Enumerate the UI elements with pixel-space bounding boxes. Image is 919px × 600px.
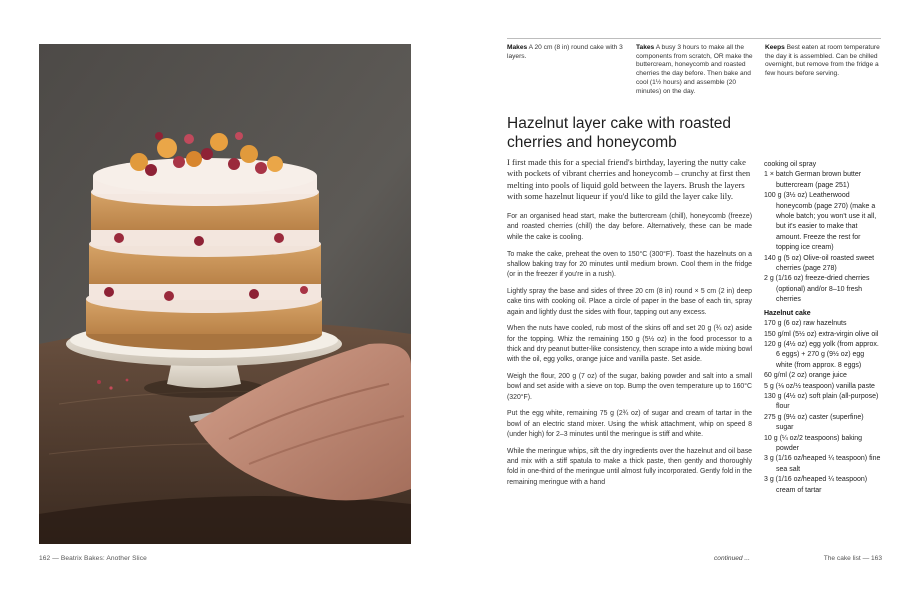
ingredient-item: 120 g (4½ oz) egg yolk (from approx. 6 eggs) + 270 g (9½ oz) egg white (from approx. 8 eggs) <box>764 340 879 369</box>
recipe-intro: I first made this for a special friend's birthday, layering the nutty cake with pockets of vibrant cherries and honeycomb – crunchy at first then melting into pools of liquid gold between the layers. Brush the layers with some hazelnut liqueur if you'd like to gild the layer cake lily. <box>507 157 751 201</box>
meta-keeps-text: Best eaten at room temperature the day it is assembled. Can be chilled overnight, but remove from the fridge a few hours before serving. <box>765 44 880 78</box>
ingredient-item: cooking oil spray <box>764 161 817 168</box>
ingredient-item: 2 g (1/16 oz) freeze-dried cherries (optional) and/or 8–10 fresh cherries <box>764 275 870 304</box>
meta-makes-label: Makes <box>507 44 528 51</box>
footer-right-page-number: The cake list — 163 <box>823 555 882 562</box>
ingredient-item: 10 g (¼ oz/2 teaspoons) baking powder <box>764 434 863 452</box>
cake-photo-illustration <box>39 44 411 544</box>
ingredient-item: 3 g (1/16 oz/heaped ¼ teaspoon) cream of tartar <box>764 476 868 494</box>
recipe-method <box>507 157 752 495</box>
ingredient-item: 275 g (9½ oz) caster (superfine) sugar <box>764 413 864 432</box>
ingredient-item: 1 × batch German brown butter buttercream (page 251) <box>764 171 862 189</box>
meta-keeps-label: Keeps <box>765 44 785 51</box>
ingredients-section-heading: Hazelnut cake <box>764 309 811 317</box>
meta-takes-text: A busy 3 hours to make all the components from scratch, OR make the buttercream, honeycomb and roasted cherries the day before. Then bake and cool (1½ hours) and assemble (20 minutes) on the day. <box>636 44 753 95</box>
method-paragraph: Lightly spray the base and sides of three 20 cm (8 in) round × 5 cm (2 in) deep cake tins with cooking oil. Place a circle of paper in the base of each tin, spray again and lightly dust the sides with flour, tapping out any excess. <box>507 287 752 316</box>
cake-photo <box>39 44 411 544</box>
ingredient-item: 130 g (4½ oz) soft plain (all-purpose) flour <box>764 392 879 411</box>
meta-takes <box>636 44 754 96</box>
meta-keeps <box>765 44 883 79</box>
ingredient-item: 60 g/ml (2 oz) orange juice <box>764 372 847 380</box>
ingredient-item: 150 g/ml (5½ oz) extra-virgin olive oil <box>764 330 879 338</box>
ingredient-item: 3 g (1/16 oz/heaped ¼ teaspoon) fine sea salt <box>764 455 881 473</box>
meta-divider <box>507 38 881 39</box>
method-paragraph: Put the egg white, remaining 75 g (2¾ oz) of sugar and cream of tartar in the bowl of an electric stand mixer. Using the whisk attachment, whip on speed 8 (under high) for 2–3 minutes until the meringue is stiff and white. <box>507 410 752 439</box>
meta-makes-text: A 20 cm (8 in) round cake with 3 layers. <box>507 44 623 60</box>
method-paragraph: To make the cake, preheat the oven to 150°C (300°F). Toast the hazelnuts on a shallow baking tray for 20 minutes until medium brown. Cool them in the fridge (or in the freezer if you're in a rush). <box>507 250 752 279</box>
method-paragraph: For an organised head start, make the buttercream (chill), honeycomb (freeze) and roasted cherries (chill) the day before. Alternatively, these can be made while the cake is cooling. <box>507 213 752 241</box>
method-paragraph: While the meringue whips, sift the dry ingredients over the hazelnut and oil base and mix with a stiff spatula to make a thick paste, then gently and thoroughly fold in one-third of the meringue until almost fully incorporated. Gently fold in the remaining meringue with a hand <box>507 447 752 486</box>
meta-takes-label: Takes <box>636 44 655 51</box>
ingredients-list <box>764 160 882 496</box>
ingredient-item: 5 g (⅛ oz/½ teaspoon) vanilla paste <box>764 382 875 390</box>
method-paragraph: When the nuts have cooled, rub most of the skins off and set 20 g (¾ oz) aside for the topping. Whiz the remaining 150 g (5½ oz) in the food processor to a thick and dry peanut butter-like consistency, then scrape into a wide mixing bowl with the oil, egg yolks, orange juice and vanilla paste. Set aside. <box>507 325 752 364</box>
footer-left-page-number: 162 — Beatrix Bakes: Another Slice <box>39 555 147 562</box>
ingredient-item: 140 g (5 oz) Olive-oil roasted sweet cherries (page 278) <box>764 254 875 273</box>
ingredient-item: 100 g (3½ oz) Leatherwood honeycomb (page 270) (make a whole batch; you won't use it all, but it's easier to make that amount. Freeze the rest for topping ice cream) <box>764 192 877 252</box>
recipe-title: Hazelnut layer cake with roasted cherries and honeycomb <box>507 115 732 151</box>
meta-makes <box>507 44 625 61</box>
ingredient-item: 170 g (6 oz) raw hazelnuts <box>764 320 847 328</box>
continued-note: continued ... <box>714 555 750 562</box>
method-paragraph: Weigh the flour, 200 g (7 oz) of the sugar, baking powder and salt into a small bowl and set aside with a sieve on top. Bump the oven temperature up to 160°C (320°F). <box>507 373 752 401</box>
